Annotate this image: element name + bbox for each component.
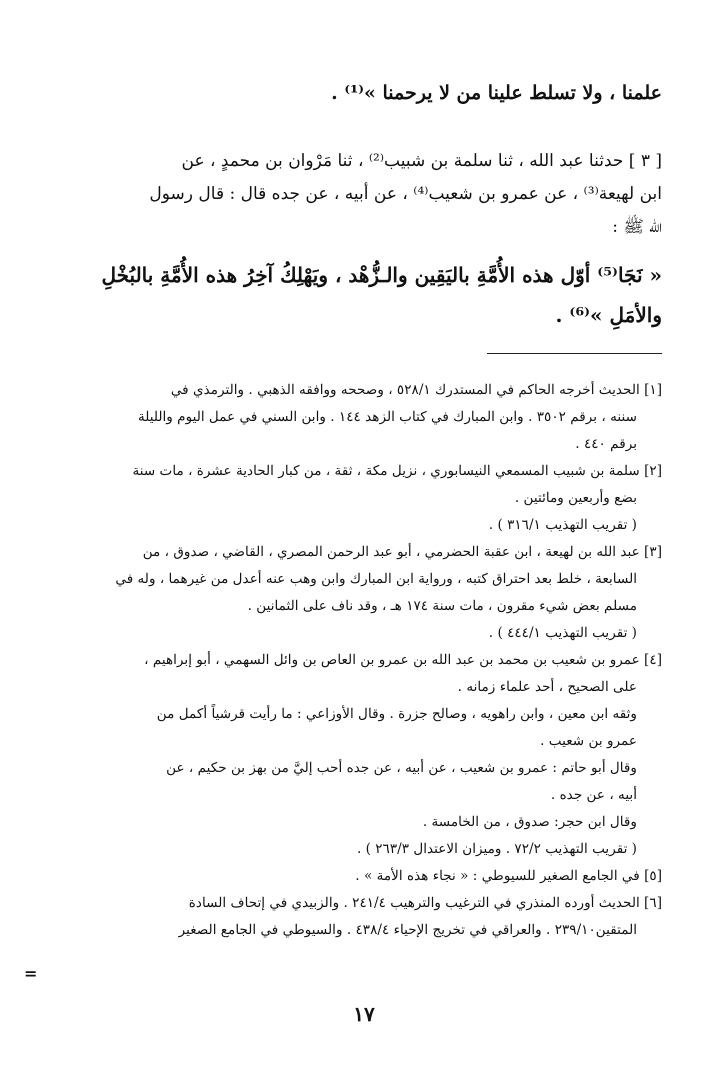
continuation-mark: =	[24, 964, 38, 983]
intro-line: علمنا ، ولا تسلط علينا من لا يرحمنا »⁽¹⁾ .	[331, 82, 662, 104]
footnote-line: ( تقريب التهذيب ٤٤٤/١ ) .	[488, 625, 637, 641]
hadith-matn	[52, 255, 662, 335]
footnote-line: [٥] في الجامع الصغير للسيوطي : « نجاء هذه الأمة » .	[355, 868, 662, 884]
page-number: ١٧	[353, 1002, 375, 1026]
footnote-line: [٦] الحديث أورده المنذري في الترغيب والترهيب ٢٤١/٤ . والزبيدي في إتحاف السادة	[188, 895, 662, 911]
footnote-line: وقال ابن حجر: صدوق ، من الخامسة .	[422, 814, 637, 830]
footnote-line: سننه ، برقم ٣٥٠٢ . وابن المبارك في كتاب الزهد ١٤٤ . وابن السني في عمل اليوم والليلة	[137, 409, 637, 425]
footnote-line: المتقين٢٣٩/١٠ . والعراقي في تخريج الإحياء ٤٣٨/٤ . والسيوطي في الجامع الصغير	[178, 922, 637, 938]
footnote-line: السابعة ، خلط بعد احتراق كتبه ، ورواية ابن المبارك وابن وهب عنه أعدل من غيرهما ، وله في	[115, 571, 637, 587]
footnote-line: [١] الحديث أخرجه الحاكم في المستدرك ٥٢٨/١ ، وصححه ووافقه الذهبي . والترمذي في	[170, 382, 662, 398]
footnote-line: برقم ٤٤٠ .	[575, 436, 637, 452]
footnote-line: وقال أبو حاتم : عمرو بن شعيب ، عن أبيه ، عن جده أحب إليَّ من بهز بن حكيم ، عن	[166, 760, 637, 776]
hadith-line-1: [ ٣ ] حدثنا عبد الله ، ثنا سلمة بن شبيب⁽²⁾ ، ثنا مَرْوان بن محمدٍ ، عن	[181, 151, 662, 171]
matn-line-2: والأمَلِ »⁽⁶⁾ .	[555, 303, 662, 327]
matn-line-1: « نَجَا⁽⁵⁾ أوّل هذه الأُمَّةِ باليَقِين والـزُّهْد ، ويَهْلِكُ آخِرُ هذه الأُمَّةِ بالبُخْلِ	[101, 263, 662, 287]
footnote-line: [٣] عبد الله بن لهيعة ، ابن عقبة الحضرمي ، أبو عبد الرحمن المصري ، القاضي ، صدوق ، من	[142, 544, 662, 560]
footnote-line: ( تقريب التهذيب ٧٢/٢ . وميزان الاعتدال ٢٦٣/٣ ) .	[356, 841, 637, 857]
footnote-line: ( تقريب التهذيب ٣١٦/١ ) .	[488, 517, 637, 533]
hadith-line-2: ابن لهيعة⁽³⁾ ، عن عمرو بن شعيب⁽⁴⁾ ، عن أبيه ، عن جده قال : قال رسول	[149, 184, 662, 204]
footnote-line: عمرو بن شعيب .	[540, 733, 637, 749]
footnote-line: [٢] سلمة بن شبيب المسمعي النيسابوري ، نزيل مكة ، ثقة ، من كبار الحادية عشرة ، مات سنة	[132, 463, 662, 479]
footnote-line: وثقه ابن معين ، وابن راهويه ، وصالح جزرة . وقال الأوزاعي : ما رأيت قرشياً أكمل من	[156, 706, 637, 722]
footnote-line: [٤] عمرو بن شعيب بن محمد بن عبد الله بن عمرو بن العاص بن وائل السهمي ، أبو إبراهيم ،	[144, 652, 662, 668]
footnote-line: على الصحيح ، أحد علماء زمانه .	[457, 679, 637, 695]
hadith-isnad	[52, 145, 662, 244]
footnote-line: مسلم بعض شيء مقرون ، مات سنة ١٧٤ هـ ، وقد ناف على الثمانين .	[247, 598, 637, 614]
footnotes	[52, 377, 662, 944]
footnote-line: أبيه ، عن جده .	[550, 787, 637, 803]
footnote-divider	[487, 353, 662, 354]
hadith-line-3: الله ﷺ :	[612, 217, 662, 237]
footnote-line: بضع وأربعين ومائتين .	[514, 490, 637, 506]
